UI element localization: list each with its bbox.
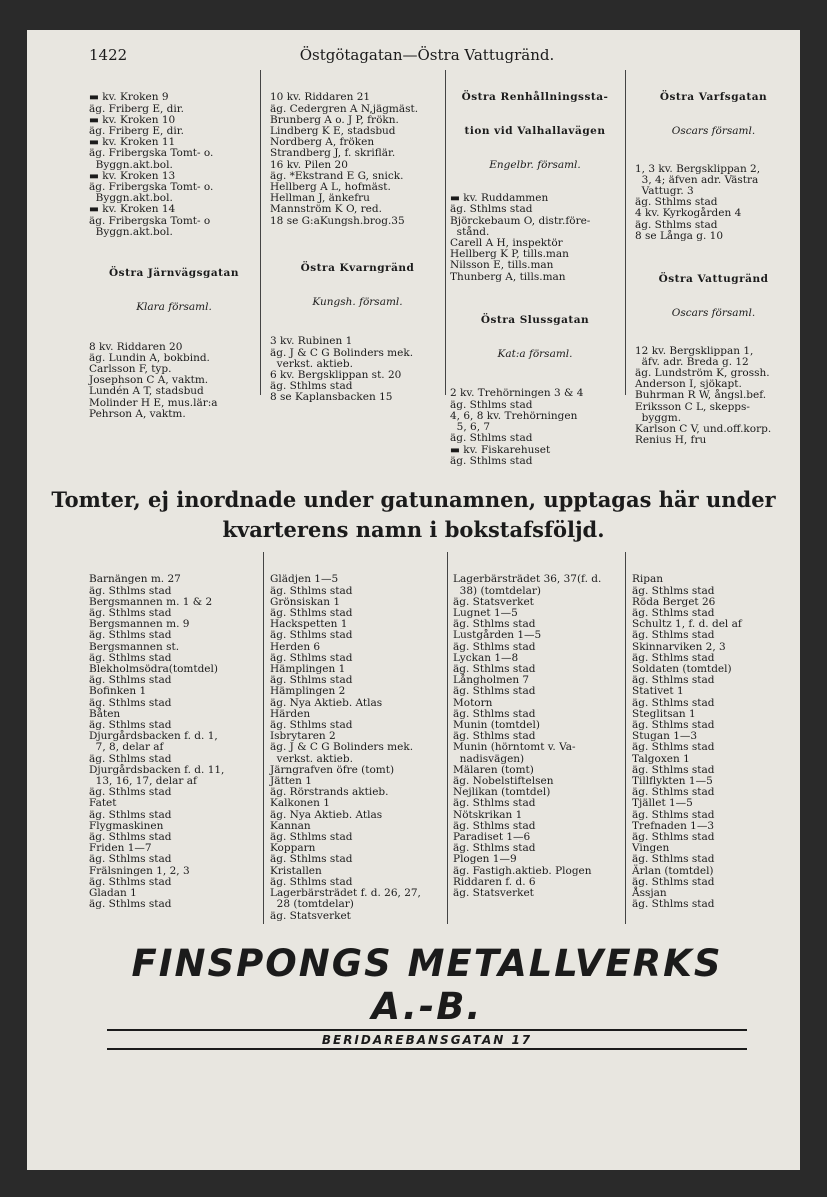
section-parish: Engelbr. församl. [489, 158, 581, 171]
entry-line: äg. Sthlms stad [632, 741, 715, 754]
entry-line: 8 kv. Riddaren 20 [89, 340, 183, 353]
entry-line: stånd. [450, 225, 490, 238]
entry-line: äg. Sthlms stad [632, 808, 715, 821]
section-parish: Kat:a församl. [497, 347, 573, 360]
section-heading: Östra Vattugränd [658, 273, 769, 286]
entry-line: äg. Sthlms stad [632, 629, 715, 642]
entry-line: äg. Lundström K, grossh. [635, 367, 770, 380]
entry-line: äg. Sthlms stad [89, 674, 172, 687]
entry-line: äg. Sthlms stad [635, 196, 718, 209]
entry-line: Molinder H E, mus.lär:a [89, 396, 218, 409]
street-listings [87, 70, 792, 467]
entry-line: verkst. aktieb. [270, 752, 353, 765]
entry-line: äg. Sthlms stad [89, 584, 172, 597]
entry-line: Järngrafven öfre (tomt) [270, 763, 395, 776]
entry-line: Ärlan (tomtdel) [632, 864, 714, 877]
ad-company-name: FINSPONGS METALLVERKS A.-B. [107, 942, 747, 1031]
entry-line: Härden [270, 707, 311, 720]
entry-line: äg. Sthlms stad [453, 707, 536, 720]
entry-line: Flygmaskinen [89, 819, 164, 832]
entry-line: 10 kv. Riddaren 21 [270, 91, 371, 104]
entry-line: 2 kv. Trehörningen 3 & 4 [450, 387, 584, 400]
page-title: Östgötagatan—Östra Vattugränd. [299, 46, 555, 64]
entry-line: Byggn.akt.bol. [89, 192, 173, 205]
col4b-entries [635, 346, 792, 447]
entry-line: äg. Sthlms stad [450, 398, 533, 411]
entry-line: äg. Sthlms stad [89, 696, 172, 709]
entry-line: äg. Sthlms stad [89, 898, 172, 911]
col3b-entries [450, 388, 620, 466]
entry-line: Herden 6 [270, 640, 321, 653]
entry-line: äg. Sthlms stad [270, 651, 353, 664]
column-2 [270, 70, 445, 426]
entry-line: Lyckan 1—8 [453, 651, 519, 664]
column-divider [625, 70, 626, 395]
entry-line: äg. Statsverket [270, 909, 351, 922]
entry-line: Anderson I, sjökapt. [635, 378, 742, 391]
entry-line: äg. Nya Aktieb. Atlas [270, 808, 383, 821]
entry-line: äg. Fribergska Tomt- o [89, 214, 211, 227]
entry-line: Gladan 1 [89, 887, 137, 900]
lower-column-4 [632, 552, 792, 933]
directory-page [27, 30, 800, 1170]
entry-line: äg. Sthlms stad [632, 719, 715, 732]
entry-line: äg. Nobelstiftelsen [453, 775, 554, 788]
entry-line: ▬ kv. Kroken 13 [89, 169, 176, 182]
column-4 [635, 70, 792, 469]
entry-line: äg. *Ekstrand E G, snick. [270, 169, 404, 182]
entry-line: äg. Sthlms stad [89, 607, 172, 620]
entry-line: ▬ kv. Kroken 10 [89, 113, 176, 126]
entry-line: nadisvägen) [453, 752, 525, 765]
section-heading: Östra Renhållningssta- [461, 91, 609, 104]
entry-line: Vattugr. 3 [635, 185, 694, 198]
entry-line: äg. Friberg E, dir. [89, 102, 184, 115]
entry-line: Lugnet 1—5 [453, 607, 518, 620]
page-header [27, 46, 800, 66]
entry-line: 1, 3 kv. Bergsklippan 2, [635, 162, 761, 175]
entry-line: Båten [89, 707, 121, 720]
entry-line: Nötskrikan 1 [453, 808, 523, 821]
entry-line: äg. Sthlms stad [270, 719, 353, 732]
col3-entries [450, 193, 620, 283]
entry-line: ▬ kv. Kroken 11 [89, 136, 176, 149]
lower-column-3 [453, 552, 625, 922]
entry-line: äg. Sthlms stad [270, 380, 353, 393]
section-parish: Klara församl. [136, 301, 212, 314]
entry-line: Friden 1—7 [89, 842, 152, 855]
entry-line: äg. Sthlms stad [453, 663, 536, 676]
entry-line: Lagerbärsträdet 36, 37(f. d. [453, 573, 602, 586]
entry-line: äg. Sthlms stad [270, 629, 353, 642]
lower-col3-entries [453, 574, 625, 899]
entry-line: Hellberg K P, tills.man [450, 248, 569, 261]
entry-line: äg. Sthlms stad [89, 651, 172, 664]
entry-line: äg. Sthlms stad [632, 674, 715, 687]
entry-line: äg. Fastigh.aktieb. Plogen [453, 864, 592, 877]
entry-line: Frälsningen 1, 2, 3 [89, 864, 190, 877]
entry-line: Isbrytaren 2 [270, 730, 336, 743]
entry-line: äg. Sthlms stad [632, 651, 715, 664]
entry-line: äg. Sthlms stad [450, 454, 533, 467]
entry-line: Grönsiskan 1 [270, 595, 341, 608]
section-heading-cont: tion vid Valhallavägen [464, 125, 606, 138]
entry-line: äg. Sthlms stad [453, 797, 536, 810]
entry-line: äg. Sthlms stad [453, 842, 536, 855]
lower-col1-entries [89, 574, 261, 910]
entry-line: äg. Sthlms stad [632, 763, 715, 776]
entry-line: Lindberg K E, stadsbud [270, 125, 396, 138]
entry-line: ▬ kv. Kroken 9 [89, 91, 169, 104]
entry-line: äg. Sthlms stad [632, 786, 715, 799]
entry-line: äg. Sthlms stad [453, 618, 536, 631]
entry-line: ▬ kv. Kroken 14 [89, 203, 176, 216]
entry-line: äg. J & C G Bolinders mek. [270, 346, 414, 359]
entry-line: Mannström K O, red. [270, 203, 382, 216]
entry-line: äg. Sthlms stad [89, 853, 172, 866]
entry-line: 8 se Långa g. 10 [635, 229, 724, 242]
entry-line: Lagerbärsträdet f. d. 26, 27, [270, 887, 421, 900]
section-heading: Östra Järnvägsgatan [109, 267, 239, 280]
entry-line: äg. Sthlms stad [270, 674, 353, 687]
entry-line: Tillflykten 1—5 [632, 775, 713, 788]
entry-line: äg. Sthlms stad [632, 831, 715, 844]
column-divider [447, 552, 448, 924]
entry-line: äg. Sthlms stad [632, 875, 715, 888]
section-parish: Oscars församl. [671, 307, 756, 320]
entry-line: äg. J & C G Bolinders mek. [270, 741, 414, 754]
entry-line: Stugan 1—3 [632, 730, 698, 743]
entry-line: äg. Sthlms stad [632, 696, 715, 709]
entry-line: äg. Sthlms stad [635, 218, 718, 231]
entry-line: Tjället 1—5 [632, 797, 693, 810]
entry-line: Barnängen m. 27 [89, 573, 181, 586]
entry-line: 4, 6, 8 kv. Trehörningen [450, 409, 578, 422]
entry-line: äg. Rörstrands aktieb. [270, 786, 389, 799]
entry-line: Stativet 1 [632, 685, 684, 698]
entry-line: 6 kv. Bergsklippan st. 20 [270, 369, 402, 382]
entry-line: Hellberg A L, hofmäst. [270, 181, 391, 194]
entry-line: 12 kv. Bergsklippan 1, [635, 344, 754, 357]
section-heading: Östra Varfsgatan [659, 91, 768, 104]
entry-line: Brunberg A o. J P, frökn. [270, 113, 399, 126]
entry-line: Nejlikan (tomtdel) [453, 786, 551, 799]
entry-line: Kristallen [270, 864, 322, 877]
entry-line: Talgoxen 1 [632, 752, 690, 765]
entry-line: Paradiset 1—6 [453, 831, 531, 844]
entry-line: Hämplingen 1 [270, 663, 346, 676]
column-divider [260, 70, 261, 395]
entry-line: 38) (tomtdelar) [453, 584, 541, 597]
entry-line: äg. Sthlms stad [453, 640, 536, 653]
entry-line: Jätten 1 [270, 775, 312, 788]
section-parish: Kungsh. församl. [312, 295, 403, 308]
notice-line-1: Tomter, ej inordnade under gatunamnen, upptagas här under [51, 487, 776, 512]
lower-column-1 [89, 552, 261, 933]
entry-line: Vingen [632, 842, 670, 855]
entry-line: Thunberg A, tills.man [450, 270, 566, 283]
entry-line: Karlson C V, und.off.korp. [635, 423, 772, 436]
entry-line: äg. Sthlms stad [270, 831, 353, 844]
column-divider [625, 552, 626, 924]
entry-line: Bergsmannen m. 1 & 2 [89, 595, 213, 608]
section-heading: Östra Kvarngränd [300, 262, 415, 275]
entry-line: äg. Lundin A, bokbind. [89, 351, 210, 364]
entry-line: äg. Sthlms stad [632, 584, 715, 597]
lower-col4-entries [632, 574, 792, 910]
entry-line: Buhrman R W, ångsl.bef. [635, 389, 767, 402]
entry-line: Munin (hörntomt v. Va- [453, 741, 576, 754]
entry-line: Josephson C A, vaktm. [89, 374, 209, 387]
entry-line: Plogen 1—9 [453, 853, 517, 866]
section-notice [27, 485, 800, 545]
entry-line: äg. Sthlms stad [450, 432, 533, 445]
entry-line: äg. Sthlms stad [89, 808, 172, 821]
entry-line: äg. Sthlms stad [453, 730, 536, 743]
entry-line: Ripan [632, 573, 664, 586]
entry-line: Lundén A T, stadsbud [89, 385, 204, 398]
entry-line: Schultz 1, f. d. del af [632, 618, 742, 631]
entry-line: äg. Sthlms stad [632, 607, 715, 620]
entry-line: Hackspetten 1 [270, 618, 348, 631]
entry-line: Carell A H, inspektör [450, 237, 563, 250]
entry-line: 4 kv. Kyrkogården 4 [635, 207, 742, 220]
entry-line: äg. Statsverket [453, 595, 534, 608]
col4-entries [635, 164, 792, 242]
col2-entries [270, 92, 445, 226]
entry-line: äfv. adr. Breda g. 12 [635, 355, 749, 368]
entry-line: Pehrson A, vaktm. [89, 407, 186, 420]
entry-line: Riddaren f. d. 6 [453, 875, 536, 888]
entry-line: Hellman J, änkefru [270, 192, 370, 205]
entry-line: Renius H, fru [635, 434, 707, 447]
entry-line: Långholmen 7 [453, 674, 530, 687]
column-divider [263, 552, 264, 924]
entry-line: verkst. aktieb. [270, 357, 353, 370]
entry-line: Soldaten (tomtdel) [632, 663, 732, 676]
entry-line: äg. Nya Aktieb. Atlas [270, 696, 383, 709]
entry-line: 3 kv. Rubinen 1 [270, 335, 353, 348]
entry-line: Röda Berget 26 [632, 595, 716, 608]
entry-line: Eriksson C L, skepps- [635, 400, 750, 413]
advertisement [107, 942, 747, 1050]
entry-line: äg. Sthlms stad [89, 629, 172, 642]
entry-line: 28 (tomtdelar) [270, 898, 354, 911]
section-parish: Oscars församl. [671, 125, 756, 138]
entry-line: äg. Sthlms stad [89, 719, 172, 732]
entry-line: äg. Cedergren A N,jägmäst. [270, 102, 419, 115]
entry-line: Fatet [89, 797, 117, 810]
entry-line: Steglitsan 1 [632, 707, 696, 720]
entry-line: ▬ kv. Ruddammen [450, 192, 549, 205]
entry-line: äg. Fribergska Tomt- o. [89, 181, 214, 194]
column-1 [89, 70, 259, 443]
entry-line: Nordberg A, fröken [270, 136, 375, 149]
entry-line: 18 se G:aKungsh.brog.35 [270, 214, 405, 227]
entry-line: Bergsmannen st. [89, 640, 180, 653]
column-divider [445, 70, 446, 395]
entry-line: Kalkonen 1 [270, 797, 330, 810]
entry-line: Strandberg J, f. skriflär. [270, 147, 396, 160]
entry-line: äg. Sthlms stad [270, 607, 353, 620]
entry-line: Björckebaum O, distr.före- [450, 214, 591, 227]
entry-line: 16 kv. Pilen 20 [270, 158, 348, 171]
entry-line: 3, 4; äfven adr. Västra [635, 173, 759, 186]
col2b-entries [270, 336, 445, 403]
col1-entries [89, 92, 259, 238]
ad-address: BERIDAREBANSGATAN 17 [321, 1033, 533, 1047]
entry-line: Byggn.akt.bol. [89, 158, 173, 171]
entry-line: äg. Friberg E, dir. [89, 125, 184, 138]
entry-line: Bergsmannen m. 9 [89, 618, 190, 631]
entry-line: Hämplingen 2 [270, 685, 346, 698]
lower-col2-entries [270, 574, 445, 921]
ad-rule [107, 1048, 747, 1050]
entry-line: Glädjen 1—5 [270, 573, 339, 586]
col1b-entries [89, 342, 259, 420]
entry-line: 7, 8, delar af [89, 741, 164, 754]
entry-line: äg. Sthlms stad [89, 831, 172, 844]
entry-line: äg. Sthlms stad [632, 898, 715, 911]
entry-line: Byggn.akt.bol. [89, 225, 173, 238]
column-3 [450, 70, 620, 489]
lower-column-2 [270, 552, 445, 944]
entry-line: Munin (tomtdel) [453, 719, 540, 732]
page-number: 1422 [89, 46, 128, 64]
entry-line: Åssjan [632, 887, 667, 900]
entry-line: äg. Sthlms stad [632, 853, 715, 866]
entry-line: Blekholmsödra(tomtdel) [89, 663, 218, 676]
entry-line: Trefnaden 1—3 [632, 819, 715, 832]
entry-line: äg. Sthlms stad [89, 875, 172, 888]
entry-line: äg. Sthlms stad [89, 786, 172, 799]
entry-line: äg. Sthlms stad [453, 685, 536, 698]
entry-line: äg. Fribergska Tomt- o. [89, 147, 214, 160]
entry-line: Motorn [453, 696, 493, 709]
entry-line: 5, 6, 7 [450, 421, 491, 434]
entry-line: äg. Sthlms stad [89, 752, 172, 765]
entry-line: ▬ kv. Fiskarehuset [450, 443, 551, 456]
section-heading: Östra Slussgatan [480, 314, 590, 327]
entry-line: byggm. [635, 411, 682, 424]
entry-line: äg. Statsverket [453, 887, 534, 900]
block-listings [87, 552, 792, 932]
entry-line: Lustgården 1—5 [453, 629, 542, 642]
entry-line: 13, 16, 17, delar af [89, 775, 197, 788]
entry-line: äg. Sthlms stad [450, 203, 533, 216]
notice-line-2: kvarterens namn i bokstafsföljd. [222, 517, 605, 542]
entry-line: Djurgårdsbacken f. d. 1, [89, 730, 218, 743]
entry-line: Djurgårdsbacken f. d. 11, [89, 763, 225, 776]
entry-line: Nilsson E, tills.man [450, 259, 554, 272]
entry-line: äg. Sthlms stad [270, 584, 353, 597]
entry-line: äg. Sthlms stad [270, 853, 353, 866]
entry-line: Skinnarviken 2, 3 [632, 640, 726, 653]
entry-line: Bofinken 1 [89, 685, 147, 698]
entry-line: Kannan [270, 819, 311, 832]
entry-line: Carlsson F, typ. [89, 363, 172, 376]
entry-line: äg. Sthlms stad [270, 875, 353, 888]
entry-line: 8 se Kaplansbacken 15 [270, 391, 393, 404]
entry-line: Kopparn [270, 842, 316, 855]
entry-line: Mälaren (tomt) [453, 763, 534, 776]
entry-line: äg. Sthlms stad [453, 819, 536, 832]
